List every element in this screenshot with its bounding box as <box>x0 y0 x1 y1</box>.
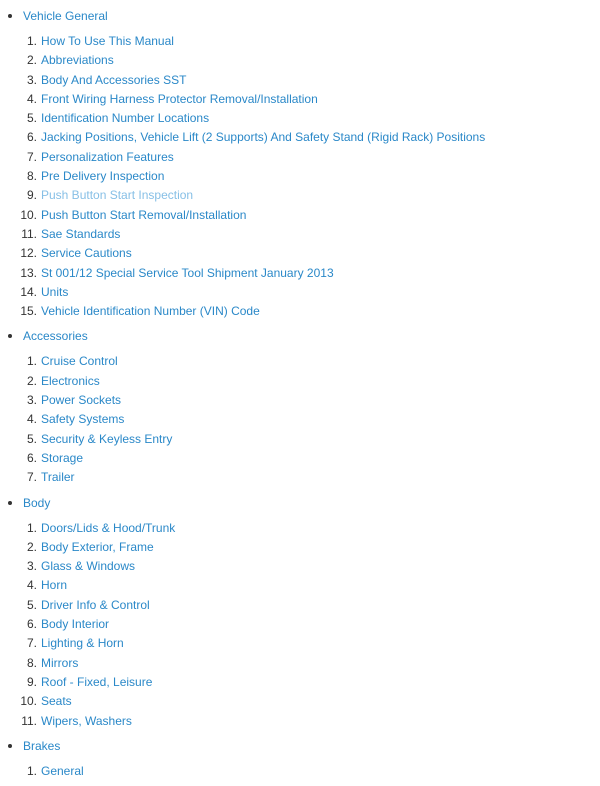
topic-link-roof-fixed-leisure[interactable]: Roof - Fixed, Leisure <box>41 674 153 689</box>
list-item <box>0 634 600 653</box>
list-item <box>0 167 600 186</box>
topic-link-body-interior[interactable]: Body Interior <box>41 617 110 632</box>
topic-link-electronics[interactable]: Electronics <box>41 373 100 388</box>
topic-link-st-001-12-special-service-tool-shipment-january-2013[interactable]: St 001/12 Special Service Tool Shipment January 2013 <box>41 265 334 280</box>
list-item <box>0 615 600 634</box>
topic-link-front-wiring-harness-protector-removal-installation[interactable]: Front Wiring Harness Protector Removal/Installation <box>41 91 318 106</box>
item-number: 13. <box>20 265 37 280</box>
topic-link-glass-and-windows[interactable]: Glass & Windows <box>41 559 136 574</box>
item-number: 7. <box>26 636 37 651</box>
item-number: 1. <box>26 354 37 369</box>
topic-link-power-sockets[interactable]: Power Sockets <box>41 393 122 408</box>
section-header <box>0 493 600 513</box>
item-number: 5. <box>26 111 37 126</box>
topic-link-units[interactable]: Units <box>41 284 69 299</box>
item-number: 6. <box>26 617 37 632</box>
item-number: 6. <box>26 450 37 465</box>
topic-link-how-to-use-this-manual[interactable]: How To Use This Manual <box>41 34 174 48</box>
list-item <box>0 692 600 711</box>
bullet-icon <box>8 14 12 18</box>
item-number: 11. <box>21 226 37 241</box>
list-item <box>0 51 600 70</box>
item-number: 14. <box>20 284 37 299</box>
item-number: 1. <box>26 34 37 48</box>
topic-link-cruise-control[interactable]: Cruise Control <box>41 354 118 369</box>
item-number: 3. <box>26 72 37 87</box>
list-item <box>0 206 600 225</box>
item-number: 2. <box>26 373 37 388</box>
topic-link-general[interactable]: General <box>41 763 84 778</box>
list-item <box>0 225 600 244</box>
topic-link-horn[interactable]: Horn <box>41 578 68 593</box>
list-item <box>0 557 600 576</box>
topic-link-identification-number-locations[interactable]: Identification Number Locations <box>41 111 210 126</box>
topic-link-service-cautions[interactable]: Service Cautions <box>41 246 132 261</box>
list-item <box>0 468 600 487</box>
list-item <box>0 712 600 731</box>
topic-link-seats[interactable]: Seats <box>41 694 72 709</box>
item-number: 5. <box>26 597 37 612</box>
topic-link-wipers-washers[interactable]: Wipers, Washers <box>41 713 132 728</box>
list-item <box>0 410 600 429</box>
item-number: 7. <box>26 149 37 164</box>
section-brakes <box>0 736 600 786</box>
list-item <box>0 449 600 468</box>
topic-link-abbreviations[interactable]: Abbreviations <box>41 53 114 68</box>
section-header <box>0 326 600 346</box>
list-item <box>0 186 600 205</box>
section-item-list <box>0 513 600 736</box>
bullet-icon <box>8 334 12 338</box>
section-accessories <box>0 326 600 492</box>
list-item <box>0 244 600 263</box>
list-item <box>0 148 600 167</box>
section-link-brakes[interactable]: Brakes <box>23 738 61 753</box>
item-number: 5. <box>26 431 37 446</box>
section-item-list <box>0 346 600 492</box>
item-number: 6. <box>26 130 37 145</box>
list-item <box>0 128 600 147</box>
item-number: 8. <box>26 655 37 670</box>
section-link-vehicle-general[interactable]: Vehicle General <box>23 9 108 23</box>
list-item <box>0 90 600 109</box>
list-item <box>0 596 600 615</box>
item-number: 4. <box>26 578 37 593</box>
topic-link-pre-delivery-inspection[interactable]: Pre Delivery Inspection <box>41 169 165 184</box>
list-item <box>0 762 600 781</box>
list-item <box>0 430 600 449</box>
section-item-list <box>0 756 600 786</box>
topic-link-lighting-and-horn[interactable]: Lighting & Horn <box>41 636 124 651</box>
item-number: 3. <box>26 393 37 408</box>
bullet-icon <box>8 744 12 748</box>
topic-link-doors-lids-and-hood-trunk[interactable]: Doors/Lids & Hood/Trunk <box>41 520 176 535</box>
item-number: 2. <box>26 53 37 68</box>
item-number: 3. <box>26 559 37 574</box>
section-link-body[interactable]: Body <box>23 495 51 510</box>
topic-link-safety-systems[interactable]: Safety Systems <box>41 412 125 427</box>
list-item <box>0 654 600 673</box>
topic-link-push-button-start-removal-installation[interactable]: Push Button Start Removal/Installation <box>41 207 247 222</box>
section-vehicle-general <box>0 6 600 326</box>
topic-link-storage[interactable]: Storage <box>41 450 84 465</box>
section-header <box>0 736 600 756</box>
topic-link-sae-standards[interactable]: Sae Standards <box>41 226 121 241</box>
list-item <box>0 538 600 557</box>
section-item-list <box>0 26 600 326</box>
list-item <box>0 264 600 283</box>
item-number: 9. <box>26 674 37 689</box>
item-number: 10. <box>20 694 37 709</box>
item-number: 1. <box>26 763 37 778</box>
item-number: 11. <box>21 713 37 728</box>
list-item <box>0 71 600 90</box>
topic-link-security-and-keyless-entry[interactable]: Security & Keyless Entry <box>41 431 173 446</box>
topic-link-mirrors[interactable]: Mirrors <box>41 655 79 670</box>
item-number: 8. <box>26 169 37 184</box>
list-item <box>0 372 600 391</box>
section-link-accessories[interactable]: Accessories <box>23 329 88 344</box>
item-number: 2. <box>26 539 37 554</box>
list-item <box>0 391 600 410</box>
item-number: 9. <box>26 188 37 203</box>
topic-link-jacking-positions-vehicle-lift-2-supports-and-safety-stand-rigid-rack-positions[interactable]: Jacking Positions, Vehicle Lift (2 Supports) And Safety Stand (Rigid Rack) Positions <box>41 130 486 145</box>
list-item <box>0 576 600 595</box>
topic-link-vehicle-identification-number-vin-code[interactable]: Vehicle Identification Number (VIN) Code <box>41 304 260 319</box>
item-number: 10. <box>20 207 37 222</box>
topic-link-body-and-accessories-sst[interactable]: Body And Accessories SST <box>41 72 187 87</box>
item-number: 1. <box>26 520 37 535</box>
list-item <box>0 302 600 321</box>
item-number: 4. <box>26 91 37 106</box>
item-number: 12. <box>20 246 37 261</box>
item-number: 4. <box>26 412 37 427</box>
list-item <box>0 352 600 371</box>
list-item <box>0 32 600 51</box>
bullet-icon <box>8 501 12 505</box>
list-item <box>0 519 600 538</box>
list-item <box>0 109 600 128</box>
topic-link-trailer[interactable]: Trailer <box>41 470 75 485</box>
topic-link-body-exterior-frame[interactable]: Body Exterior, Frame <box>41 539 154 554</box>
topic-link-driver-info-and-control[interactable]: Driver Info & Control <box>41 597 150 612</box>
section-body <box>0 493 600 736</box>
topic-link-push-button-start-inspection[interactable]: Push Button Start Inspection <box>41 188 194 203</box>
item-number: 7. <box>26 470 37 485</box>
section-header <box>0 6 600 26</box>
list-item <box>0 283 600 302</box>
item-number: 15. <box>20 304 37 319</box>
topic-link-personalization-features[interactable]: Personalization Features <box>41 149 174 164</box>
list-item <box>0 673 600 692</box>
